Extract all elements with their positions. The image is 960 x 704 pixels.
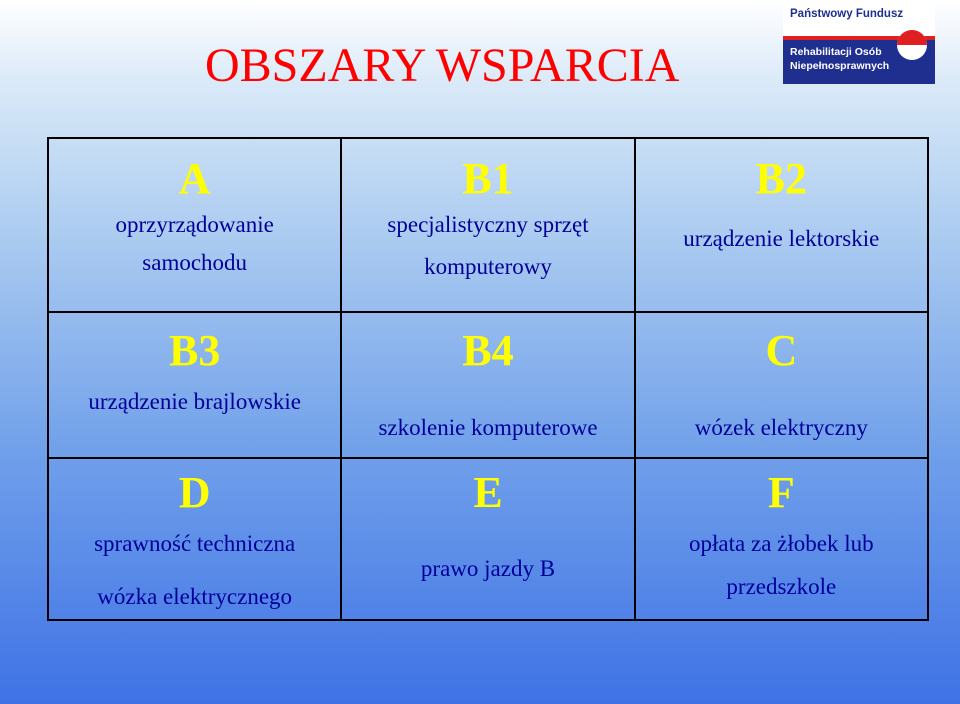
- cell-f: [635, 458, 928, 620]
- cell-c: [635, 312, 928, 458]
- cell-code: E: [473, 468, 503, 517]
- cell-text-line: sprawność techniczna: [94, 531, 296, 556]
- cell-text-line: wózek elektryczny: [694, 415, 868, 440]
- page-title: OBSZARY WSPARCIA: [205, 39, 680, 92]
- logo-line-2: Rehabilitacji Osób: [790, 46, 882, 58]
- logo-line-1: Państwowy Fundusz: [790, 8, 904, 20]
- logo-line-3: Niepełnosprawnych: [790, 60, 890, 72]
- cell-code: B4: [462, 326, 514, 375]
- cell-text-line: urządzenie lektorskie: [683, 226, 880, 251]
- cell-d: [48, 458, 341, 620]
- cell-code: D: [178, 468, 211, 517]
- cell-code: A: [178, 154, 211, 203]
- cell-text-line: przedszkole: [726, 574, 837, 599]
- cell-text-line: specjalistyczny sprzęt: [387, 212, 589, 237]
- cell-text-line: oprzyrządowanie: [115, 212, 274, 237]
- cell-code: B3: [168, 326, 221, 375]
- cell-code: B2: [755, 154, 807, 203]
- cell-text-line: opłata za żłobek lub: [689, 531, 874, 556]
- cell-e: [341, 458, 634, 620]
- cell-code: B1: [462, 154, 514, 203]
- cell-b1: [341, 138, 634, 312]
- cell-text-line: prawo jazdy B: [420, 556, 556, 581]
- cell-code: C: [765, 326, 798, 375]
- logo-circle-icon: [897, 30, 927, 60]
- cell-text-line: szkolenie komputerowe: [378, 415, 598, 440]
- cell-b3: [48, 312, 341, 458]
- cell-text-line: urządzenie brajlowskie: [88, 389, 301, 414]
- cell-b2: [635, 138, 928, 312]
- cell-code: F: [767, 468, 795, 517]
- cell-a: [48, 138, 341, 312]
- cell-b4: [341, 312, 634, 458]
- cell-text-line: komputerowy: [424, 254, 552, 279]
- cell-text-line: samochodu: [142, 250, 248, 275]
- support-areas-table: [47, 137, 929, 621]
- cell-text-line: wózka elektrycznego: [97, 584, 293, 609]
- pfron-logo: [783, 2, 935, 84]
